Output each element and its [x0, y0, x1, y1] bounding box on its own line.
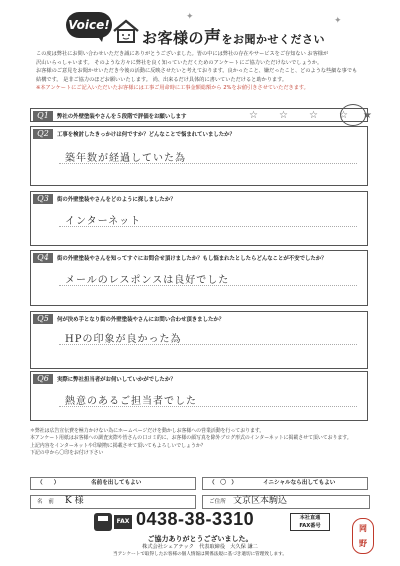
question-number: Q2	[33, 129, 53, 139]
question-text: 工事を検討したきっかけは何ですか？どんなことで悩まれていましたか？	[57, 132, 235, 138]
note-line: 下記の中から〇印をお付け下さい	[30, 450, 104, 457]
badge-line: FAX番号	[299, 523, 321, 529]
note-line: 上記内容をインターネットや印刷物に掲載させて頂いてもよろしいでしょうか？	[30, 442, 206, 449]
question-number: Q1	[33, 111, 53, 121]
name-value[interactable]: K 様	[65, 496, 84, 506]
sparkle-icon: ✦	[186, 12, 194, 22]
intro-line: お客様のご意見をお聞かせいただき今後の活動に反映させたいと考えております。良かったこと、嫌だったこと、どのような些細な事でも	[36, 68, 358, 75]
question-6	[30, 371, 368, 421]
seal-char: 野	[359, 538, 367, 548]
discount-note: ※本アンケートにご記入いただいたお客様には工事ご用命時に工事金額総額から 2%をお値引きさせていただきます。	[36, 85, 309, 92]
handwritten-answer[interactable]: 築年数が経過していた為	[65, 153, 186, 164]
consent-options	[30, 477, 370, 491]
star-icon[interactable]: ☆	[249, 110, 258, 121]
company-name: 株式会社シェアテック 代表取締役 大久保 謙二	[142, 544, 258, 550]
name-field[interactable]	[30, 495, 196, 509]
page-title	[142, 23, 325, 48]
seal-char: 岡	[359, 523, 367, 533]
consent-label: 名前を出してもよい	[91, 480, 142, 486]
question-text: 街の外壁塗装やさんをどのように探しましたか？	[57, 197, 176, 203]
question-number: Q4	[33, 253, 53, 263]
intro-text	[36, 50, 366, 93]
note-line: 本アンケート用紙はお客様への調査実際や皆さんの口コミ的に、お客様の顔写真を除外ブログ形式のインターネットに掲載させて頂いております。	[30, 435, 352, 442]
fax-label: FAX	[114, 515, 132, 529]
sparkle-icon: ✦	[334, 16, 342, 26]
question-text: 実際に弊社担当者がお伺いしていかがでしたか？	[57, 377, 176, 383]
customer-info	[30, 495, 370, 510]
thanks-text: ご協力ありがとうございました。	[147, 535, 253, 543]
fax-contact	[94, 511, 324, 533]
handwritten-answer[interactable]: HPの印象が良かった為	[65, 334, 182, 345]
star-icon[interactable]: ☆	[279, 110, 288, 121]
title-part: をお聞かせください	[221, 33, 326, 46]
question-number: Q6	[33, 374, 53, 384]
question-text: 弊社の外壁塗装やさんを５段階で評価をお願いします	[57, 114, 187, 120]
intro-line: 結構です。 是非ご協力のほどお願いいたします。 尚、出来るだけ具体的に書いていただけると助かります。	[36, 76, 288, 83]
question-number: Q3	[33, 194, 53, 204]
question-text: 街の外壁塗装やさんを知ってすぐにお問合せ頂けましたか？もし悩まれたとしたらどんなことが不安でしたか？	[57, 256, 327, 262]
privacy-note: 当アンケートで取得したお客様の個人情報は関係法規に基づき適切に管理致します。	[113, 552, 287, 557]
question-text: 何が決め手となり街の外壁塗装やさんにお問い合わせ頂きましたか？	[57, 317, 225, 323]
handwritten-answer[interactable]: インターネット	[65, 216, 142, 227]
checkbox-paren-selected[interactable]: （ 〇 ）	[209, 480, 237, 486]
consent-option-name[interactable]	[30, 477, 196, 490]
question-5	[30, 311, 368, 369]
handwritten-answer[interactable]: 熱意のあるご担当者でした	[65, 396, 197, 407]
star-icon[interactable]: ☆	[309, 110, 318, 121]
question-1	[30, 108, 372, 122]
title-part: お客様の	[142, 29, 205, 47]
question-3	[30, 191, 368, 246]
address-label: ご住所	[209, 499, 226, 505]
hanko-seal	[352, 518, 374, 554]
name-label: 名 前	[37, 499, 54, 505]
badge-line: 本社直通	[299, 515, 321, 521]
voice-badge: Voice!	[66, 12, 112, 38]
intro-line: この度は弊社にお問い合わせいただき誠にありがとうございました。皆の中には弊社の存在やサービスをご存知ない お客様が	[36, 51, 329, 57]
address-field[interactable]	[202, 495, 370, 509]
star-icon[interactable]: ☆	[339, 110, 348, 121]
survey-header	[66, 12, 366, 46]
address-value[interactable]: 文京区本駒込	[233, 496, 288, 506]
fax-machine-icon	[94, 513, 112, 531]
rating-selection-circle	[340, 104, 366, 126]
star-icon-filled[interactable]: ★	[363, 110, 372, 121]
consent-option-initials[interactable]	[202, 477, 368, 490]
title-part: 声	[204, 28, 222, 48]
note-line: ＊弊社は広告宣伝費を極力かけない為にホームページだけを動かしお客様への営業活動を行っております。	[30, 428, 265, 434]
question-number: Q5	[33, 314, 53, 324]
fax-direct-badge	[290, 513, 330, 531]
publication-notes	[30, 428, 370, 458]
intro-line: 沢山いらっしゃいます。 そのような方々に弊社を良く知っていただくためのアンケートにご協力いただけないでしょうか。	[36, 59, 323, 66]
consent-label: イニシャルなら出してもよい	[263, 480, 336, 486]
checkbox-paren[interactable]: （ ）	[37, 480, 60, 486]
fax-number: 0438-38-3310	[136, 509, 255, 529]
house-icon	[112, 18, 140, 44]
question-4	[30, 250, 368, 306]
question-2	[30, 126, 368, 186]
handwritten-answer[interactable]: メールのレスポンスは良好でした	[65, 275, 230, 286]
